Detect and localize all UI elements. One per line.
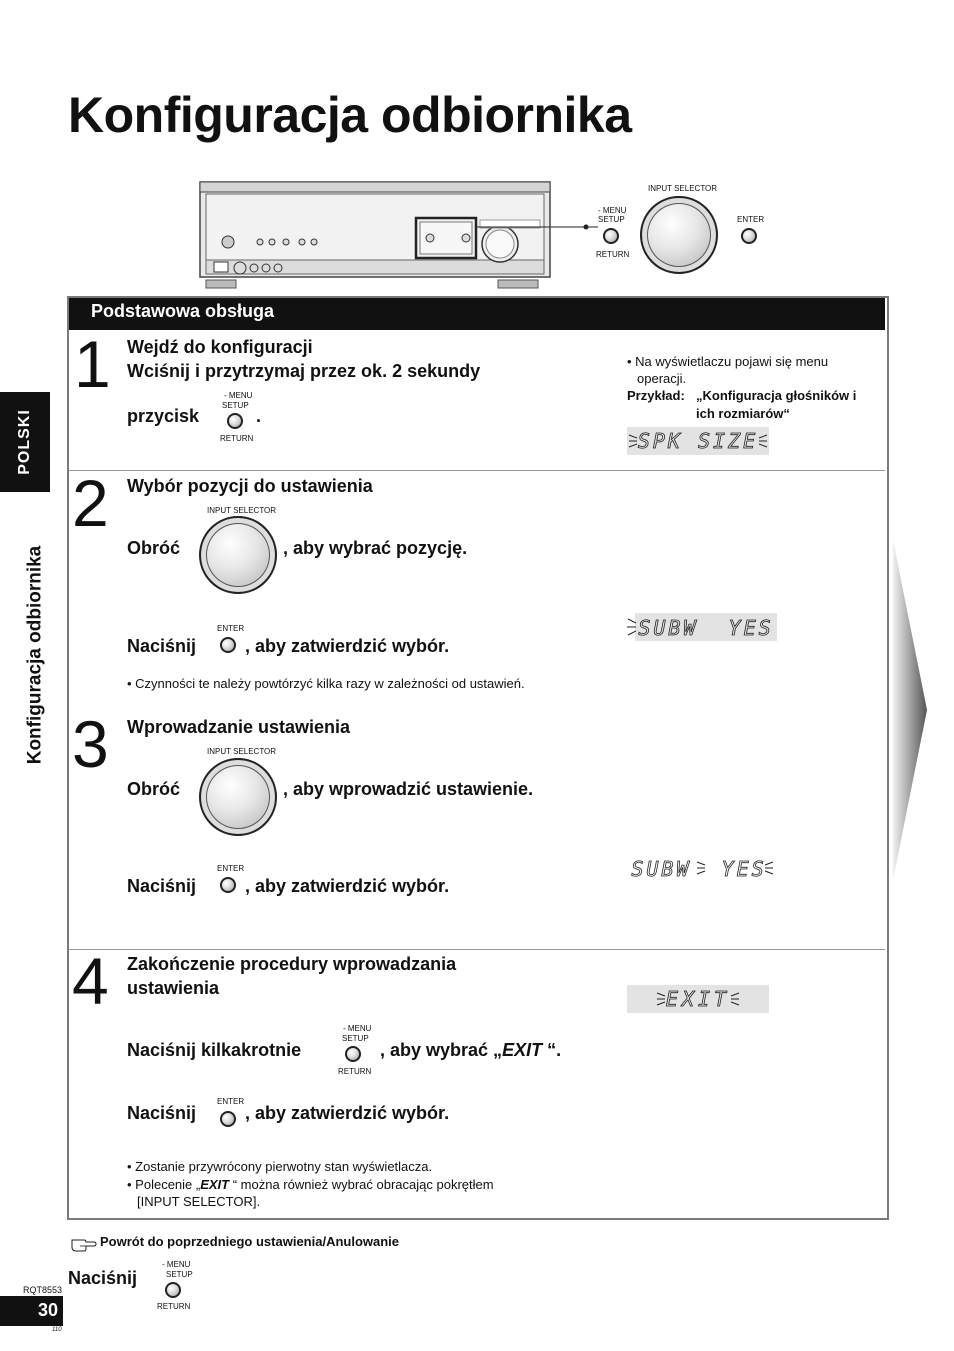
lcd-text: SPK SIZE: [637, 429, 759, 453]
step-note-text: Zostanie przywrócony pierwotny stan wyświetlacza.: [135, 1159, 433, 1174]
menu-label: - MENU: [224, 391, 253, 400]
enter-label-top: ENTER: [737, 215, 765, 224]
enter-button[interactable]: [220, 877, 236, 893]
document-code: RQT8553: [23, 1285, 63, 1295]
language-tab-label-wrap: [0, 392, 50, 492]
example-text-cont: ich rozmiarów“: [696, 406, 790, 421]
step-note-cont: operacji.: [637, 371, 687, 386]
press-instruction: Naciśnij: [127, 876, 197, 896]
lcd-display: [627, 613, 779, 643]
step-instruction-end: .: [256, 406, 262, 426]
step-heading: Zakończenie procedury wprowadzania: [127, 954, 457, 974]
step-number: 2: [72, 466, 109, 540]
section-side-label-wrap: [20, 520, 50, 790]
step-number: 1: [74, 327, 111, 401]
exit-word: EXIT: [200, 1177, 230, 1192]
step-note-text: Czynności te należy powtórzyć kilka razy w zależności od ustawień.: [135, 676, 525, 691]
lcd-text: EXIT: [665, 987, 731, 1011]
enter-button[interactable]: [220, 1111, 236, 1127]
menu-setup-button[interactable]: [227, 413, 243, 429]
lcd-display: [627, 427, 769, 455]
section-side-label: Konfiguracja odbiornika: [24, 545, 45, 765]
language-tab-label: POLSKI: [16, 409, 33, 475]
rotate-instruction-end: , aby wprowadzić ustawienie.: [283, 779, 534, 799]
step-heading: Wprowadzanie ustawienia: [127, 717, 351, 737]
enter-label: ENTER: [217, 1097, 245, 1106]
step-note-text: Na wyświetlaczu pojawi się menu: [635, 354, 829, 369]
setup-label: SETUP: [222, 401, 249, 410]
enter-button-top[interactable]: [741, 228, 757, 244]
input-selector-label-top: INPUT SELECTOR: [648, 184, 718, 193]
step-note: • Zostanie przywrócony pierwotny stan wyświetlacza.: [127, 1159, 433, 1174]
setup-label: SETUP: [342, 1034, 369, 1043]
example-label: Przykład:: [627, 388, 685, 403]
menu-label: - MENU: [162, 1260, 191, 1269]
menu-setup-button[interactable]: [165, 1282, 181, 1298]
press-instruction: Naciśnij: [127, 1103, 197, 1123]
rotate-instruction-end: , aby wybrać pozycję.: [283, 538, 468, 558]
step-divider: [69, 470, 885, 471]
step-instruction: przycisk: [127, 406, 200, 426]
note-prefix: Polecenie „: [135, 1177, 201, 1192]
menu-label-top: - MENU: [598, 206, 627, 215]
repeat-instruction: Naciśnij kilkakrotnie: [127, 1040, 302, 1060]
step-note-cont: [INPUT SELECTOR].: [137, 1194, 261, 1209]
setup-label: SETUP: [166, 1270, 193, 1279]
pointing-hand-icon: [70, 1236, 98, 1252]
note-suffix: “ można również wybrać obracając pokrętłem: [229, 1177, 494, 1192]
small-code: 110: [52, 1327, 62, 1333]
return-label: RETURN: [220, 434, 254, 443]
return-label: RETURN: [338, 1067, 372, 1076]
lcd-text: SUBW YES: [638, 616, 774, 640]
step-heading: Wybór pozycji do ustawienia: [127, 476, 373, 496]
return-label-top: RETURN: [596, 250, 630, 259]
step-heading-cont: ustawienia: [127, 978, 220, 998]
enter-button[interactable]: [220, 637, 236, 653]
next-page-arrow: [893, 540, 933, 880]
input-selector-knob[interactable]: [199, 516, 277, 594]
footer-press: Naciśnij: [68, 1268, 138, 1288]
lcd-display: [627, 854, 777, 884]
step-subheading: Wciśnij i przytrzymaj przez ok. 2 sekundy: [127, 361, 481, 381]
input-selector-label: INPUT SELECTOR: [207, 506, 277, 515]
repeat-suffix-b: “.: [542, 1040, 562, 1060]
step-note: • Polecenie „EXIT “ można również wybrać obracając pokrętłem: [127, 1177, 494, 1192]
step-number: 3: [72, 707, 109, 781]
rotate-instruction: Obróć: [127, 538, 181, 558]
input-selector-knob[interactable]: [199, 758, 277, 836]
repeat-suffix-a: , aby wybrać „: [380, 1040, 503, 1060]
lcd-display: [627, 985, 769, 1013]
press-instruction-end: , aby zatwierdzić wybór.: [245, 636, 450, 656]
press-instruction: Naciśnij: [127, 636, 197, 656]
return-note: Powrót do poprzedniego ustawienia/Anulowanie: [100, 1234, 400, 1249]
rotate-instruction: Obróć: [127, 779, 181, 799]
step-divider: [69, 949, 885, 950]
setup-label-top: SETUP: [598, 215, 625, 224]
press-instruction-end: , aby zatwierdzić wybór.: [245, 1103, 450, 1123]
input-selector-knob-top[interactable]: [640, 196, 718, 274]
page-number: 30: [37, 1300, 58, 1320]
repeat-instruction-end: [380, 1040, 561, 1061]
step-note: • Czynności te należy powtórzyć kilka razy w zależności od ustawień.: [127, 676, 525, 691]
step-heading: Wejdź do konfiguracji: [127, 337, 313, 357]
lcd-text: SUBW YES: [631, 857, 767, 881]
press-instruction-end: , aby zatwierdzić wybór.: [245, 876, 450, 896]
menu-setup-button-top[interactable]: [603, 228, 619, 244]
enter-label: ENTER: [217, 624, 245, 633]
exit-word: EXIT: [502, 1040, 543, 1060]
step-number: 4: [72, 944, 109, 1018]
menu-setup-button[interactable]: [345, 1046, 361, 1062]
step-note: • Na wyświetlaczu pojawi się menu: [627, 354, 829, 369]
enter-label: ENTER: [217, 864, 245, 873]
menu-label: - MENU: [343, 1024, 372, 1033]
box-header-title: Podstawowa obsługa: [91, 301, 275, 321]
page-title: Konfiguracja odbiornika: [68, 87, 632, 143]
example-text: „Konfiguracja głośników i: [696, 388, 857, 403]
input-selector-label: INPUT SELECTOR: [207, 747, 277, 756]
return-label: RETURN: [157, 1302, 191, 1311]
